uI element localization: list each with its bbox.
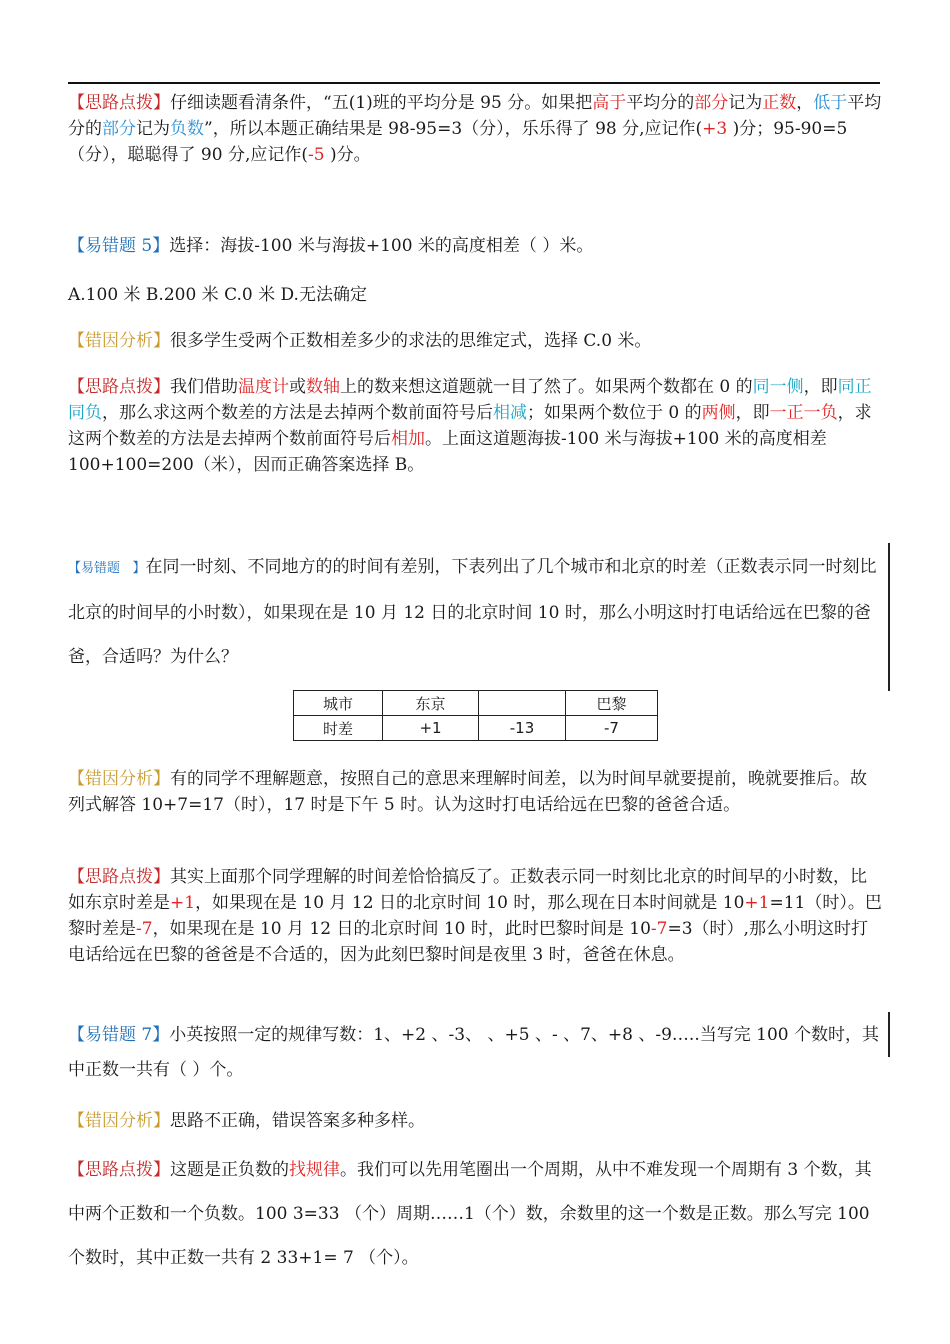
highlight: 部分 <box>694 93 729 113</box>
margin-bar <box>888 1012 890 1057</box>
question-7: 【易错题 7】小英按照一定的规律写数：1、+2 、-3、 、+5 、- 、7、+8 、-9…..当写完 100 个数时，其中正数一共有（ ）个。 <box>68 1025 879 1080</box>
highlight: 低于 <box>813 93 848 113</box>
hint-block-1 <box>68 90 883 168</box>
hint-label: 【思路点拨】 <box>68 93 170 113</box>
highlight: 正数 <box>762 93 797 113</box>
time-difference-table <box>293 690 658 741</box>
hint-label: 【思路点拨】 <box>68 377 170 397</box>
answer: +3 <box>702 119 728 139</box>
question-label: 【易错题 5】 <box>68 236 170 256</box>
margin-bar <box>888 543 890 691</box>
question-label: 【易错题 】 <box>68 561 146 576</box>
table-row: 时差 +1 -13 -7 <box>294 716 658 741</box>
highlight: 部分 <box>102 119 136 139</box>
answer: -5 <box>307 145 325 165</box>
hint-label: 【思路点拨】 <box>68 1160 170 1180</box>
error-label: 【错因分析】 <box>68 1111 170 1131</box>
hint-label: 【思路点拨】 <box>68 867 170 887</box>
question-text: 【易错题 5】选择：海拔-100 米与海拔+100 米的高度相差（ ）米。 <box>68 236 594 256</box>
question-label: 【易错题 7】 <box>68 1025 170 1045</box>
error-label: 【错因分析】 <box>68 769 170 789</box>
error-label: 【错因分析】 <box>68 331 170 351</box>
error-analysis-6: 【错因分析】有的同学不理解题意，按照自己的意思来理解时间差，以为时间早就要提前，晚就要推后。故列式解答 10+7=17（时），17 时是下午 5 时。认为这时打电话给远在巴黎的爸爸合适。 <box>68 769 867 815</box>
table-row: 城市 东京 巴黎 <box>294 691 658 716</box>
hint-paragraph: 【思路点拨】仔细读题看清条件，“五(1)班的平均分是 95 分。如果把高于平均分的部分记为正数，低于平均分的部分记为负数”，所以本题正确结果是 98-95=3（分），乐乐得了 98 分,应记作(+3 )分；95-90=5（分），聪聪得了 90 分,应记作(-5 )分。 <box>68 93 882 165</box>
question-5 <box>68 233 883 259</box>
highlight: 负数 <box>170 119 204 139</box>
hint-block-7: 【思路点拨】这题是正负数的找规律。我们可以先用笔圈出一个周期，从中不难发现一个周期有 3 个数，其中两个正数和一个负数。100 3=33 （个）周期……1（个）数，余数里的这一个数是正数。那么写完 100 个数时，其中正数一共有 2 33+1= 7 （个）。 <box>68 1160 872 1268</box>
top-rule <box>68 82 880 84</box>
question-6: 【易错题 】在同一时刻、不同地方的的时间有差别，下表列出了几个城市和北京的时差（正数表示同一时刻比北京的时间早的小时数），如果现在是 10 月 12 日的北京时间 10 时，那么小明这时打电话给远在巴黎的爸爸，合适吗？为什么？ <box>68 557 877 667</box>
highlight: 高于 <box>592 93 627 113</box>
error-analysis-5: 【错因分析】很多学生受两个正数相差多少的求法的思维定式，选择 C.0 米。 <box>68 331 652 351</box>
hint-block-5: 【思路点拨】我们借助温度计或数轴上的数来想这道题就一目了然了。如果两个数都在 0 的同一侧，即同正同负，那么求这两个数差的方法是去掉两个数前面符号后相减；如果两个数位于 0 的两侧，即一正一负，求这两个数差的方法是去掉两个数前面符号后相加。上面这道题海拔-100 米与海拔+100 米的高度相差 100+100=200（米），因而正确答案选择 B。 <box>68 377 872 475</box>
question-5-options: A.100 米 B.200 米 C.0 米 D.无法确定 <box>68 285 367 305</box>
error-analysis-7: 【错因分析】思路不正确，错误答案多种多样。 <box>68 1111 425 1131</box>
hint-block-6: 【思路点拨】其实上面那个同学理解的时间差恰恰搞反了。正数表示同一时刻比北京的时间早的小时数，比如东京时差是+1，如果现在是 10 月 12 日的北京时间 10 时，那么现在日本时间就是 10+1=11（时）。巴黎时差是-7，如果现在是 10 月 12 日的北京时间 10 时，此时巴黎时间是 10-7=3（时）,那么小明这时打电话给远在巴黎的爸爸是不合适的，因为此刻巴黎时间是夜里 3 时，爸爸在休息。 <box>68 867 882 965</box>
